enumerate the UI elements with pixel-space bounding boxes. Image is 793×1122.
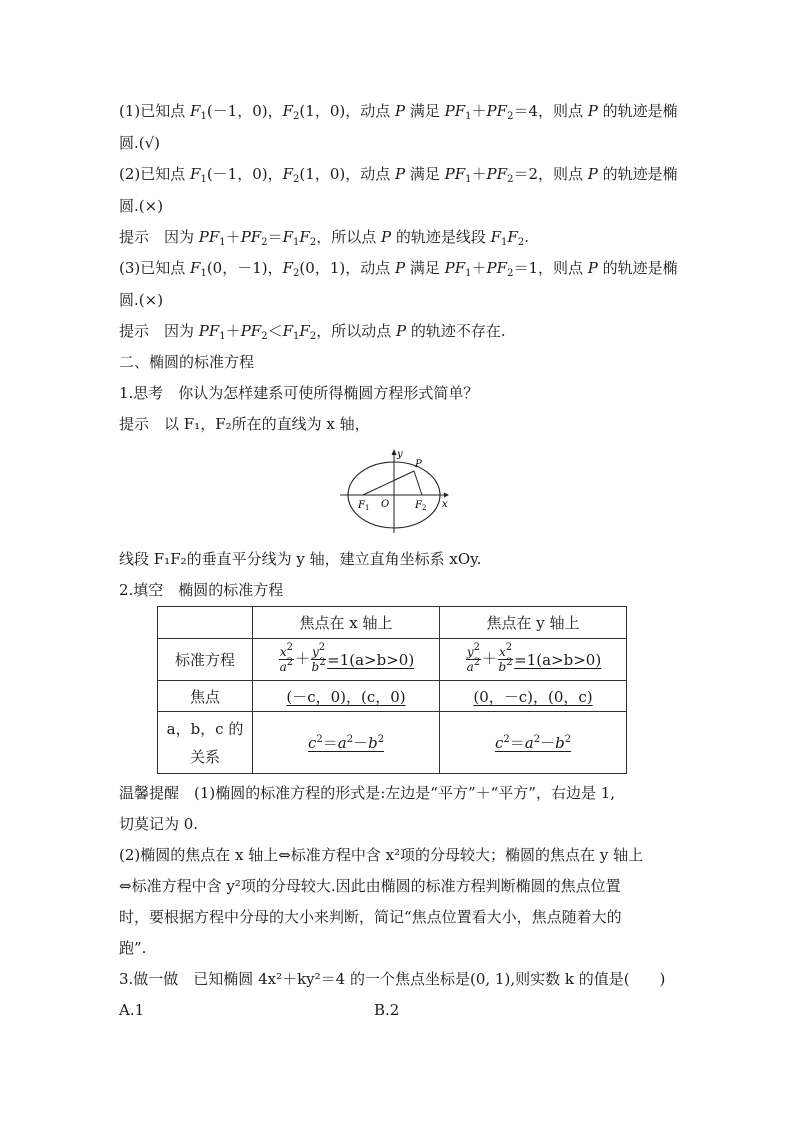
fill-in-heading: 2.填空 椭圆的标准方程 <box>119 581 284 599</box>
fraction: $\frac{x^2}{b^2}$ <box>498 642 513 674</box>
equation-y-axis: $\frac{y^2}{a^2}$ ＋ $\frac{x^2}{b^2}$ =1(a>b>0) <box>440 639 627 681</box>
segment-pf1 <box>363 471 414 495</box>
fraction: $\frac{x^2}{a^2}$ <box>279 642 294 674</box>
option-a: A.1 <box>119 1001 145 1019</box>
standard-equation-table <box>157 606 627 774</box>
relation-y-axis: $c^2=a^2-b^2$ <box>440 712 627 774</box>
table-corner-cell <box>158 607 253 639</box>
label-f2-sub: 2 <box>422 504 427 512</box>
item-3-line-2: 圆.(×) <box>119 291 164 309</box>
item-3-line-1: (3)已知点 $F_1(0$，－1)，$F_2(0$，1)，动点 P 满足 $PF_1+PF_2=1$，则点 P 的轨迹是椭 <box>119 259 678 279</box>
segment-pf2 <box>414 471 422 495</box>
hint-1: 提示 因为 $PF_1+PF_2=F_1F_2$，所以点 P 的轨迹是线段 $F_1F_2$. <box>119 228 529 248</box>
tip-2-line-4: 跑”. <box>119 939 147 957</box>
exercise-question: 3.做一做 已知椭圆 4x²＋ky²＝4 的一个焦点坐标是(0, 1),则实数 k 的值是( ) <box>119 970 666 988</box>
table-header-x: 焦点在 x 轴上 <box>253 607 440 639</box>
tip-1-line-1: 温馨提醒 (1)椭圆的标准方程的形式是:左边是“平方”＋“平方”，右边是 1, <box>119 784 616 802</box>
tip-2-line-1: (2)椭圆的焦点在 x 轴上⇔标准方程中含 x²项的分母较大；椭圆的焦点在 y 轴上 <box>119 846 644 864</box>
tip-2-line-2: ⇔标准方程中含 y²项的分母较大.因此由椭圆的标准方程判断椭圆的焦点位置 <box>119 877 621 895</box>
item-2-line-1: (2)已知点 $F_1(-1$，0)，$F_2(1$，0)，动点 P 满足 $PF_1+PF_2=2$，则点 P 的轨迹是椭 <box>119 165 678 185</box>
item-2-line-2: 圆.(×) <box>119 197 164 215</box>
table-row <box>158 607 627 639</box>
label-p: P <box>415 459 422 470</box>
focus-x-axis: (－c，0)，(c，0) <box>253 681 440 712</box>
equation-x-axis: $\frac{x^2}{a^2}$ ＋ $\frac{y^2}{b^2}$ =1(a>b>0) <box>253 639 440 681</box>
table-row <box>158 639 627 681</box>
hint-3: 提示 以 F₁，F₂所在的直线为 x 轴， <box>119 415 370 433</box>
table-header-y: 焦点在 y 轴上 <box>440 607 627 639</box>
label-y: y <box>397 449 403 460</box>
label-f1-sub: 1 <box>365 504 370 512</box>
label-f1: F <box>358 500 365 511</box>
section-heading: 二、椭圆的标准方程 <box>119 353 255 371</box>
hint-2: 提示 因为 $PF_1+PF_2<F_1F_2$，所以动点 P 的轨迹不存在. <box>119 322 506 342</box>
label-f2: F <box>415 500 422 511</box>
think-question: 1.思考 你认为怎样建系可使所得椭圆方程形式简单？ <box>119 384 479 402</box>
relation-x-axis: $c^2=a^2-b^2$ <box>253 712 440 774</box>
label-o: O <box>381 499 390 510</box>
tip-1-line-2: 切莫记为 0. <box>119 815 199 833</box>
focus-y-axis: (0，－c)，(0，c) <box>440 681 627 712</box>
ellipse-figure <box>338 447 458 537</box>
y-axis-arrow <box>392 449 397 455</box>
item-1-line-2: 圆.(√) <box>119 134 161 152</box>
x-axis-arrow <box>444 493 449 498</box>
table-label-relation: a，b，c 的 关系 <box>158 712 253 774</box>
after-figure-text: 线段 F₁F₂的垂直平分线为 y 轴，建立直角坐标系 xOy. <box>119 550 482 568</box>
fraction: $\frac{y^2}{b^2}$ <box>311 642 326 674</box>
table-label-focus: 焦点 <box>158 681 253 712</box>
item-1-line-1: (1)已知点 $F_1(-1$，0)，$F_2(1$，0)，动点 P 满足 $PF_1+PF_2=4$，则点 P 的轨迹是椭 <box>119 102 678 122</box>
fraction: $\frac{y^2}{a^2}$ <box>466 642 481 674</box>
table-row <box>158 712 627 774</box>
option-b: B.2 <box>374 1001 400 1019</box>
table-row <box>158 681 627 712</box>
tip-2-line-3: 时，要根据方程中分母的大小来判断，简记“焦点位置看大小，焦点随着大的 <box>119 908 622 926</box>
label-x: x <box>442 499 448 510</box>
table-label-equation: 标准方程 <box>158 639 253 681</box>
